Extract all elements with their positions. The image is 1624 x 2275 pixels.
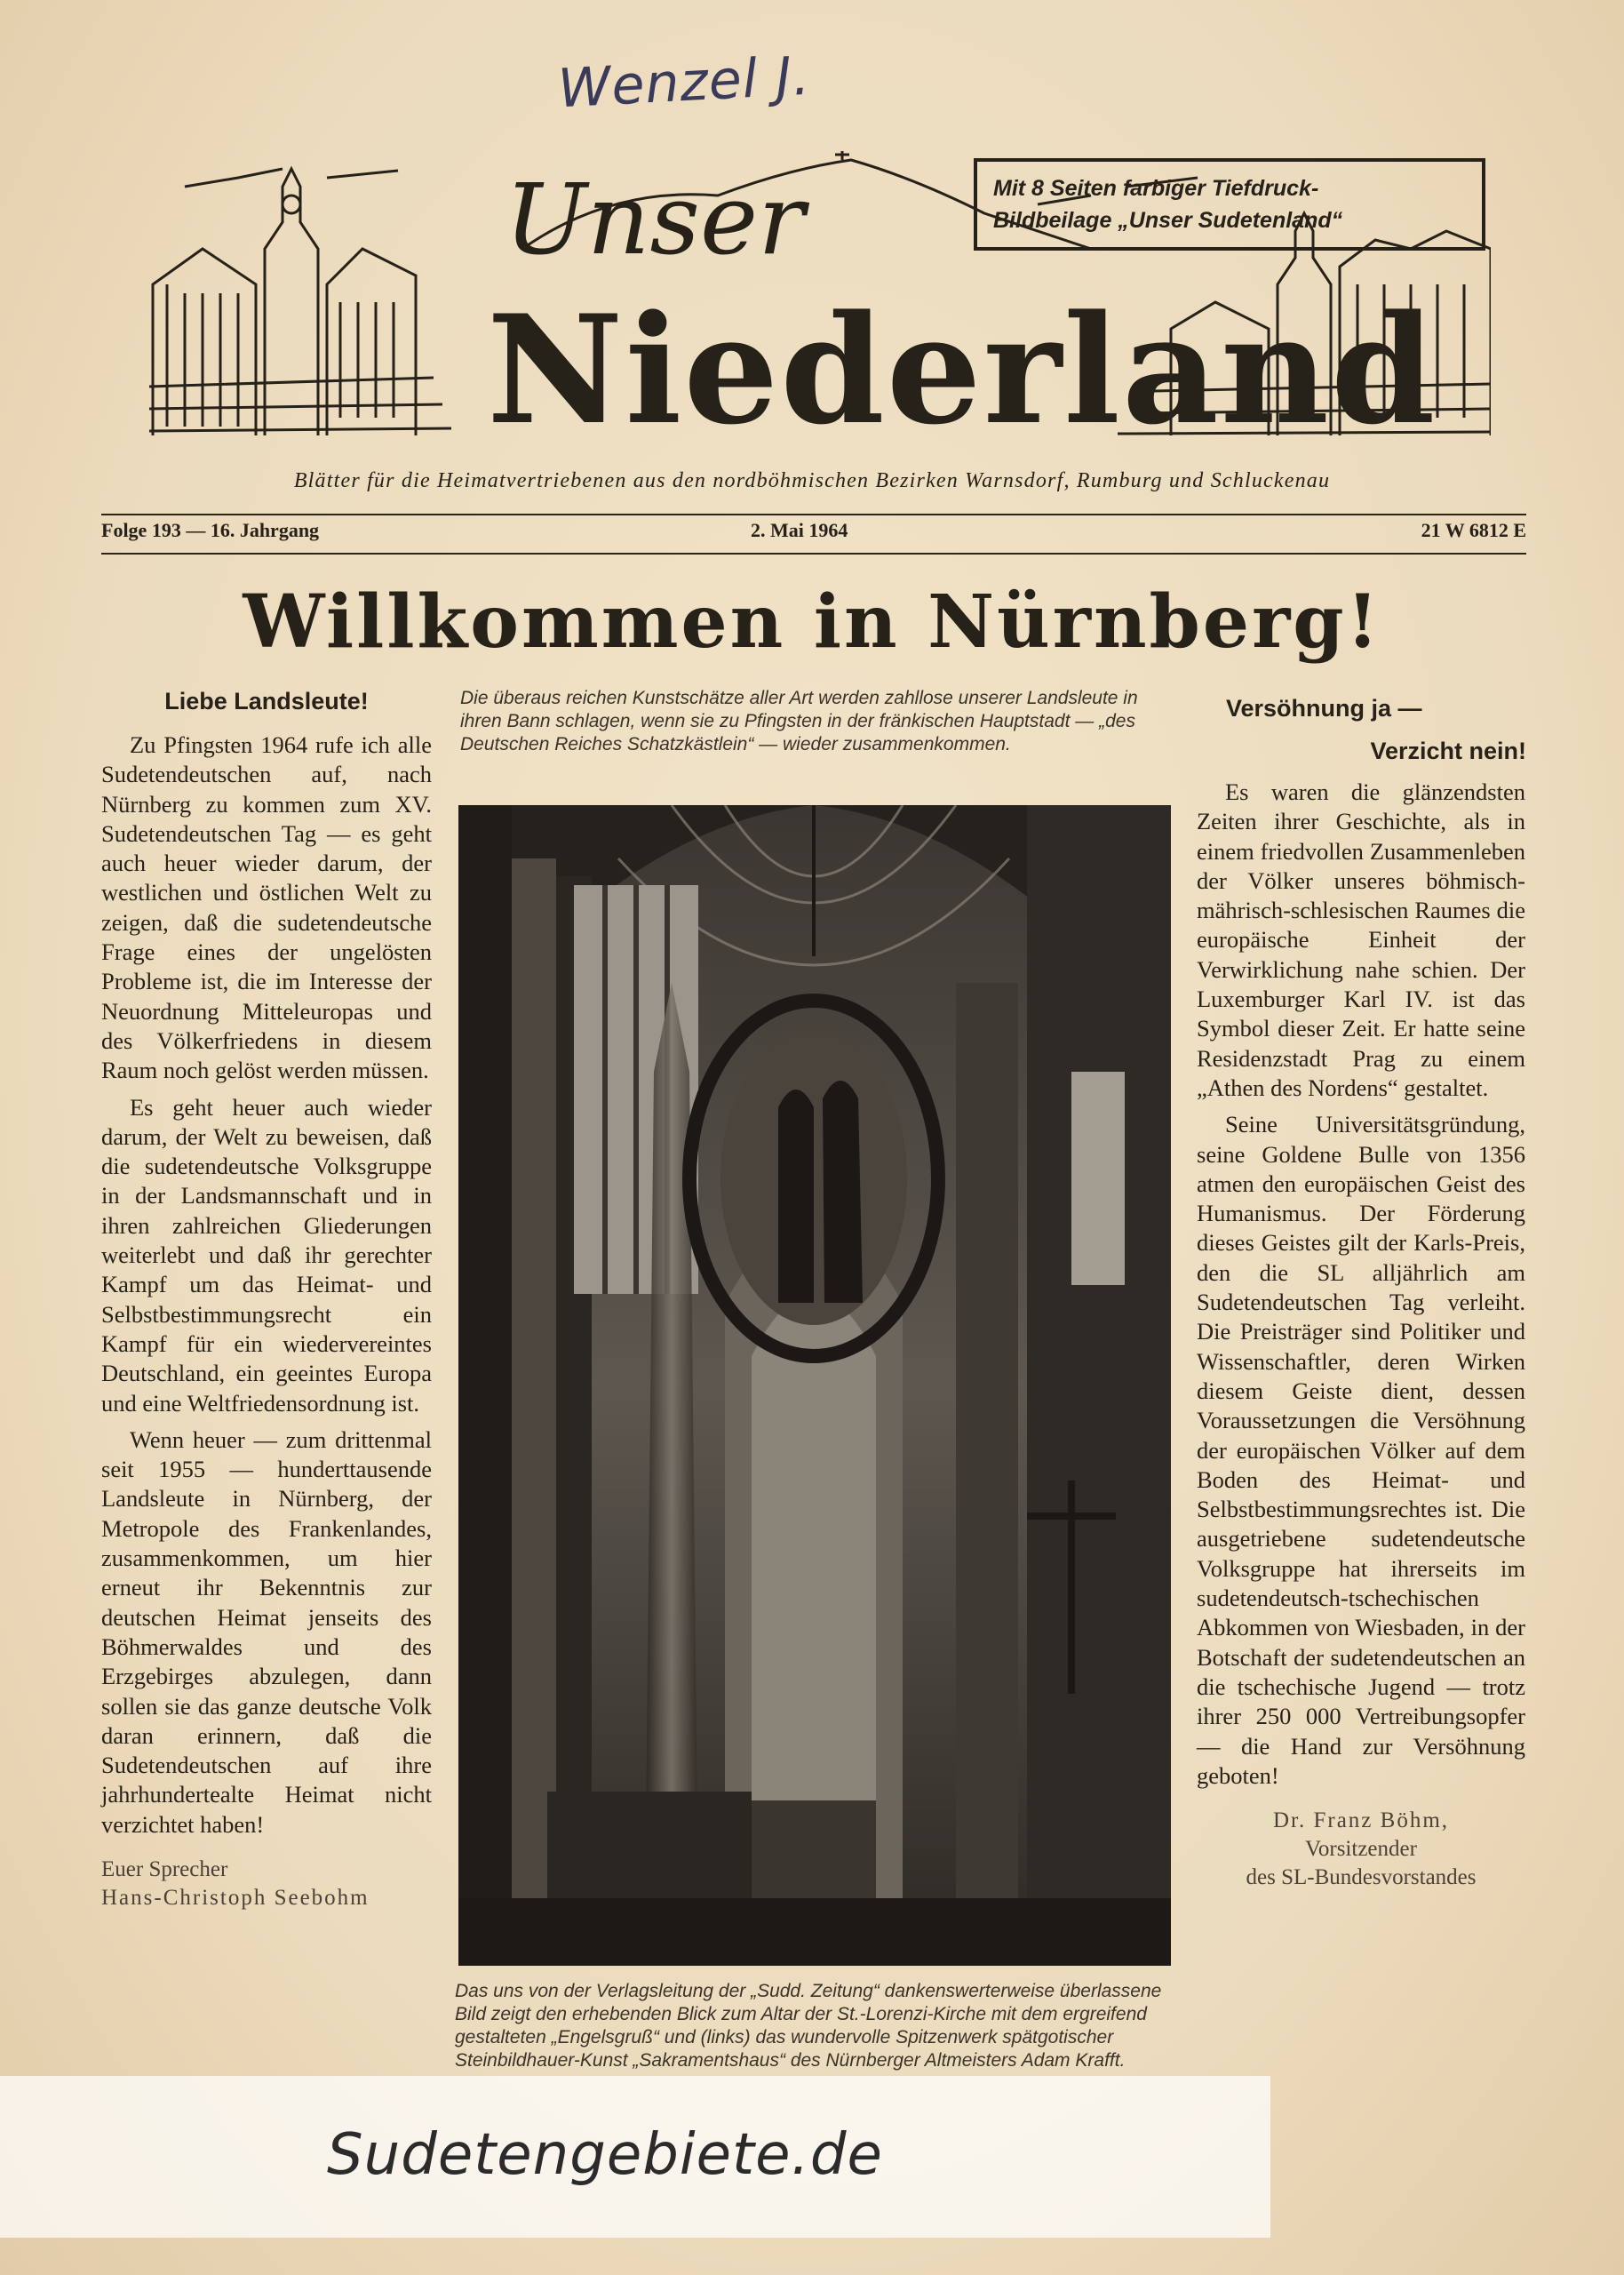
masthead-title-2: Niederland — [487, 282, 1437, 453]
right-paragraph-1: Es waren die glänzendsten Zeiten ihrer Geschichte, als in einem friedvollen Zusammenleben der Völker unseres böhmisch-mährisch-schlesischen Raumes die europäische Einheit der Verwirklichung nahe schien. Der Luxemburger Karl IV. ist das Symbol dieser Zeit. Er hatte seine Residenzstadt Prag zu einem „Athen des Nordens“ gestaltet. — [1197, 778, 1525, 1101]
issue-folge: Folge 193 — 16. Jahrgang — [101, 519, 320, 541]
church-interior-photo — [458, 805, 1171, 1966]
left-column — [101, 684, 432, 1912]
right-signature-1: Dr. Franz Böhm, — [1272, 1808, 1450, 1833]
photo-caption-top: Die überaus reichen Kunstschätze aller Art werden zahllose unserer Landsleute in ihren Bann schlagen, wenn sie zu Pfingsten in der fränkischen Hauptstadt — „des Deutschen Reiches Schatzkästlein“ — wieder zusammenkommen. — [460, 688, 1138, 754]
right-column — [1197, 778, 1525, 1892]
left-heading: Liebe Landsleute! — [164, 688, 369, 714]
left-signature-2: Hans-Christoph Seebohm — [101, 1885, 370, 1910]
photo-caption-bottom: Das uns von der Verlagsleitung der „Sudd. Zeitung“ dankenswerterweise überlassene Bild zeigt den erhebenden Blick zum Altar der St.-Lorenzi-Kirche mit dem ergreifend gestalteten „Engelsgruß“ und (links) das wundervolle Spitzenwerk spätgotischer Steinbildhauer-Kunst „Sakramentshaus“ des Nürnberger Altmeisters Adam Krafft. — [455, 1981, 1162, 2071]
issue-date: 2. Mai 1964 — [751, 519, 848, 541]
left-paragraph-3: Wenn heuer — zum drittenmal seit 1955 — hunderttausende Landsleute in Nürnberg, der Metropole des Frankenlandes, zusammenkommen, um hier erneut ihr Bekenntnis zur deutschen Heimat jenseits des Böhmerwaldes und des Erzgebirges abzulegen, dann sollen sie das ganze deutsche Volk daran erinnern, daß die Sudetendeutschen auf ihre jahrhundertealte Heimat nicht verzichtet haben! — [101, 1425, 432, 1838]
left-signature-1: Euer Sprecher — [101, 1856, 228, 1881]
issue-code: 21 W 6812 E — [1421, 519, 1526, 541]
right-paragraph-2: Seine Universitätsgründung, seine Goldene Bulle von 1356 atmen den europäischen Geist des Humanismus. Der Förderung dieses Geistes gilt der Karls-Preis, den die SL alljährlich am Sudetendeutschen Tag verleiht. Die Preisträger sind Politiker und Wissenschaftler, deren Wirken diesem Geiste dient, dessen Voraussetzungen die Versöhnung der europäischen Völker auf dem Boden des Heimat- und Selbstbestimmungsrechtes ist. Die ausgetriebene sudetendeutsche Volksgruppe hat ihrerseits im sudetendeutsch-tschechischen Abkommen von Wiesbaden, in der Botschaft der sudetendeutschen an die tschechische Jugend — trotz ihrer 250 000 Vertreibungsopfer — die Hand zur Versöhnung geboten! — [1197, 1111, 1525, 1789]
promo-line-2: Bildbeilage „Unser Sudetenland“ — [993, 208, 1343, 233]
masthead-subtitle: Blätter für die Heimatvertriebenen aus den nordböhmischen Bezirken Warnsdorf, Rumburg und Schluckenau — [293, 469, 1331, 492]
masthead-title-1: Unser — [505, 163, 805, 276]
page-headline: Willkommen in Nürnberg! — [243, 579, 1381, 665]
right-signature-3: des SL-Bundesvorstandes — [1246, 1865, 1477, 1890]
promo-line-1: Mit 8 Seiten farbiger Tiefdruck- — [993, 176, 1319, 201]
right-heading-line-1: Versöhnung ja — — [1226, 695, 1422, 722]
issue-rule-top — [101, 514, 1526, 515]
supplement-promo-box — [974, 158, 1485, 251]
left-paragraph-2: Es geht heuer auch wieder darum, der Welt zu beweisen, daß die sudetendeutsche Volksgruppe in der Landsmannschaft und in ihren zahlreichen Gliederungen weiterlebt und daß ihr gerechter Kampf um das Heimat- und Selbstbestimmungsrecht ein Kampf für ein wiedervereintes Deutschland, ein geeintes Europa und eine Weltfriedensordnung ist. — [101, 1093, 432, 1417]
watermark-text: Sudetengebiete.de — [327, 2122, 883, 2188]
issue-rule-bottom — [101, 553, 1526, 555]
left-paragraph-1: Zu Pfingsten 1964 rufe ich alle Sudetendeutschen auf, nach Nürnberg zu kommen zum XV. Sudetendeutschen Tag — es geht auch heuer wieder darum, der westlichen und östlichen Welt zu zeigen, daß die sudetendeutsche Frage eines der ungelösten Probleme ist, die im Interesse der Neuordnung Mitteleuropas und des Völkerfriedens in diesem Raum noch gelöst werden müssen. — [101, 731, 432, 1084]
right-signature-2: Vorsitzender — [1305, 1837, 1417, 1862]
handwritten-note: Wenzel J. — [556, 44, 812, 121]
right-heading-line-2: Verzicht nein! — [1370, 738, 1526, 764]
